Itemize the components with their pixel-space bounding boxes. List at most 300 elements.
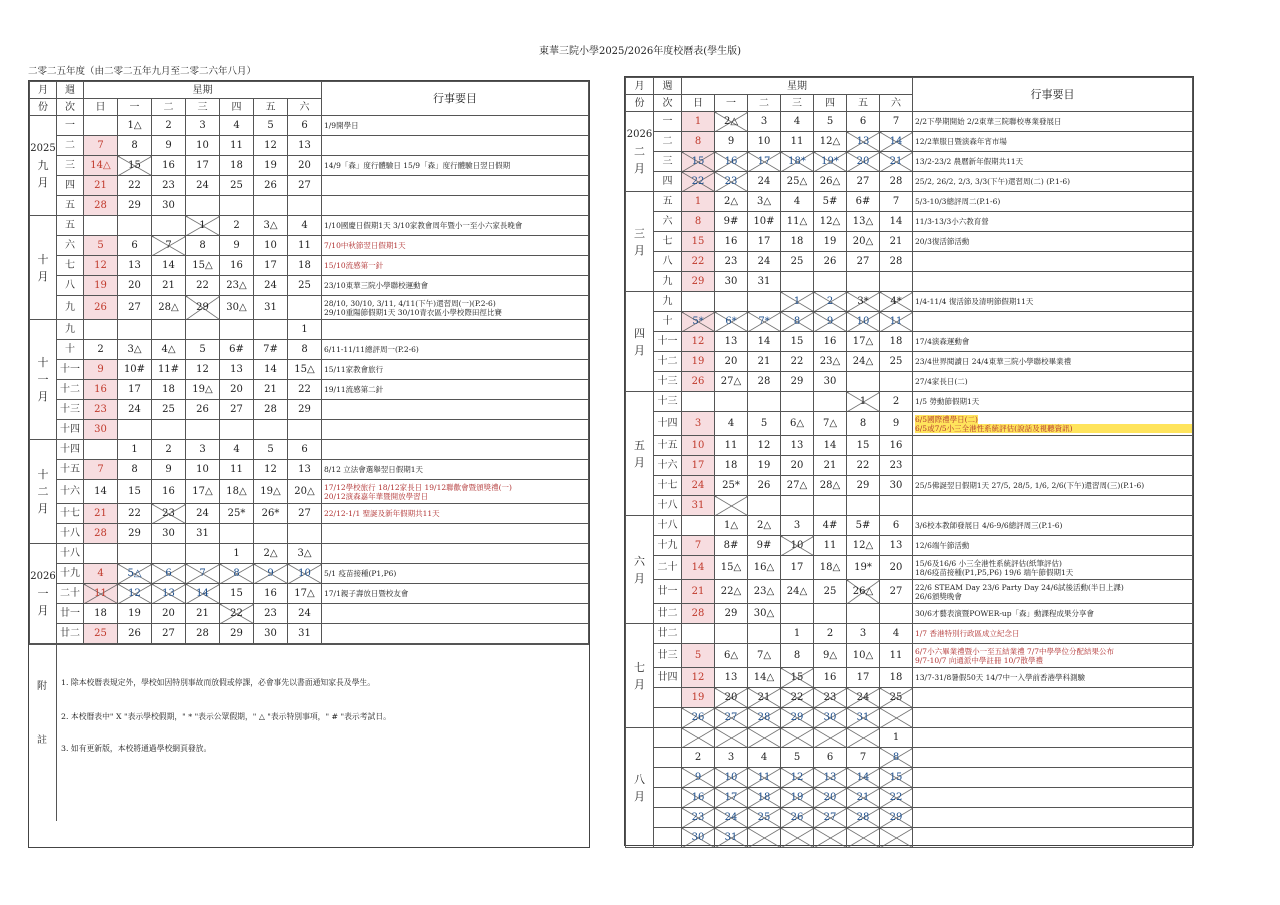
page-title: 東華三院小學2025/2026年度校曆表(學生版) [538, 46, 742, 57]
day-cell: 4# [814, 516, 847, 536]
week-row [30, 564, 589, 584]
event-cell [913, 536, 1193, 556]
week-number: 十四 [57, 440, 84, 460]
day-cell: 20 [880, 556, 913, 580]
month-label-char: 月 [37, 502, 49, 515]
week-row [30, 296, 589, 320]
event-cell [913, 808, 1193, 828]
weekday-header: 六 [880, 95, 913, 112]
event-cell [322, 136, 589, 156]
day-cell: 17 [186, 156, 220, 176]
day-cell [748, 292, 781, 312]
day-cell [220, 320, 254, 340]
day-cell: 7△ [748, 644, 781, 668]
event-cell [913, 708, 1193, 728]
event-line: 1/9開學日 [324, 121, 359, 130]
day-cell: 20 [118, 276, 152, 296]
day-cell: 12 [254, 460, 288, 480]
event-cell [913, 436, 1193, 456]
day-cell: 23 [84, 400, 118, 420]
month-label-char: 五 [634, 438, 645, 452]
day-cell: 19* [847, 556, 880, 580]
day-cell [84, 116, 118, 136]
month-label-char: 2025 [30, 143, 56, 154]
event-line: 22/6 STEAM Day 23/6 Party Day 24/6試後活動(半日上課) [915, 582, 1124, 592]
month-label-char: 月 [634, 343, 645, 357]
day-cell: 1 [880, 728, 913, 748]
week-row [626, 728, 1193, 748]
event-cell [322, 216, 589, 236]
day-cell: 1△ [715, 516, 748, 536]
day-cell: 7* [748, 312, 781, 332]
month-label-char: 月 [37, 269, 49, 283]
event-cell [913, 112, 1193, 132]
day-cell: 18△ [814, 556, 847, 580]
month-label [626, 192, 654, 292]
week-row [30, 524, 589, 544]
week-row [30, 380, 589, 400]
week-row [30, 256, 589, 276]
day-cell: 18 [880, 668, 913, 688]
day-cell: 1 [220, 544, 254, 564]
day-cell: 30 [682, 828, 715, 848]
note-item: 2. 本校曆表中" X "表示學校假期，" * "表示公眾假期，" △ "表示特別事項，" # "表示考試日。 [61, 712, 391, 721]
week-number: 二 [57, 136, 84, 156]
day-cell: 3 [186, 440, 220, 460]
event-line: 25/2, 26/2, 2/3, 3/3(下午)還習周(二) (P.1-6) [915, 177, 1071, 186]
event-cell [913, 252, 1193, 272]
week-number: 十四 [57, 420, 84, 440]
day-cell: 1 [682, 192, 715, 212]
day-cell: 24 [186, 176, 220, 196]
day-cell: 12△ [847, 536, 880, 556]
day-cell: 4* [880, 292, 913, 312]
day-cell: 30△ [748, 604, 781, 624]
event-cell [322, 420, 589, 440]
day-cell: 27 [152, 624, 186, 644]
day-cell [847, 604, 880, 624]
event-cell [322, 564, 589, 584]
week-row [30, 400, 589, 420]
day-cell: 10 [254, 236, 288, 256]
day-cell: 17△ [186, 480, 220, 504]
day-cell: 24△ [781, 580, 814, 604]
day-cell: 21 [880, 232, 913, 252]
day-cell: 18* [781, 152, 814, 172]
day-cell: 23 [814, 688, 847, 708]
day-cell: 3* [847, 292, 880, 312]
day-cell [781, 604, 814, 624]
day-cell: 22 [781, 352, 814, 372]
day-cell: 13 [781, 436, 814, 456]
day-cell: 4 [880, 624, 913, 644]
day-cell: 20 [781, 456, 814, 476]
week-row [626, 312, 1193, 332]
week-number: 廿三 [654, 644, 682, 668]
day-cell: 11 [781, 132, 814, 152]
day-cell: 14 [254, 360, 288, 380]
day-cell: 22 [847, 456, 880, 476]
week-row [626, 272, 1193, 292]
day-cell: 6△ [715, 644, 748, 668]
weekday-header: 二 [152, 99, 186, 116]
day-cell: 15 [847, 436, 880, 456]
day-cell: 29 [118, 196, 152, 216]
week-number: 十八 [57, 544, 84, 564]
week-row [626, 172, 1193, 192]
event-line: 30/6才藝表演暨POWER-up「森」動課程成果分享會 [915, 609, 1095, 618]
day-cell: 25 [880, 352, 913, 372]
day-cell: 11 [880, 312, 913, 332]
weekday-header: 四 [814, 95, 847, 112]
weekday-header: 四 [220, 99, 254, 116]
week-row [30, 440, 589, 460]
calendar-table-right [625, 77, 1193, 848]
event-cell [913, 412, 1193, 436]
day-cell [118, 544, 152, 564]
day-cell [814, 272, 847, 292]
day-cell: 11 [715, 436, 748, 456]
calendar-table-left [29, 81, 589, 644]
weekday-header: 日 [682, 95, 715, 112]
event-cell [322, 624, 589, 644]
day-cell: 1 [186, 216, 220, 236]
day-cell: 24 [748, 172, 781, 192]
week-number: 十六 [654, 456, 682, 476]
day-cell: 19 [254, 156, 288, 176]
event-line: 7/10中秋節翌日假期1天 [324, 241, 406, 250]
week-number: 廿二 [654, 624, 682, 644]
day-cell: 27 [814, 808, 847, 828]
event-cell [322, 340, 589, 360]
day-cell: 23 [715, 252, 748, 272]
day-cell: 23 [152, 504, 186, 524]
calendar-panel-left [28, 80, 590, 848]
day-cell: 22 [220, 604, 254, 624]
day-cell: 3 [781, 516, 814, 536]
day-cell: 25△ [781, 172, 814, 192]
day-cell [715, 496, 748, 516]
month-label [30, 116, 57, 216]
day-cell: 13 [288, 136, 322, 156]
day-cell: 18△ [220, 480, 254, 504]
day-cell [254, 320, 288, 340]
week-row [626, 536, 1193, 556]
week-number: 十五 [57, 460, 84, 480]
day-cell: 27 [118, 296, 152, 320]
event-cell [322, 116, 589, 136]
day-cell: 28 [847, 808, 880, 828]
day-cell: 5# [814, 192, 847, 212]
day-cell: 19 [781, 788, 814, 808]
week-number: 十二 [57, 380, 84, 400]
day-cell [682, 728, 715, 748]
day-cell: 3 [748, 112, 781, 132]
header-week: 週 [654, 78, 682, 95]
day-cell: 31 [748, 272, 781, 292]
day-cell: 7 [186, 564, 220, 584]
day-cell: 29 [847, 476, 880, 496]
week-row [626, 708, 1193, 728]
day-cell: 28 [880, 172, 913, 192]
day-cell: 14△ [748, 668, 781, 688]
day-cell: 26△ [847, 580, 880, 604]
event-cell [913, 768, 1193, 788]
day-cell: 14 [748, 332, 781, 352]
day-cell: 3 [715, 748, 748, 768]
event-line: 17/1親子壽放日暨校友會 [324, 589, 409, 598]
month-label-char: 月 [634, 243, 645, 257]
week-number [654, 788, 682, 808]
day-cell: 2 [84, 340, 118, 360]
week-number: 六 [57, 236, 84, 256]
event-line: 20/3復活節活動 [915, 237, 970, 246]
day-cell: 16 [220, 256, 254, 276]
month-label-char: 八 [634, 772, 645, 786]
day-cell [254, 196, 288, 216]
day-cell [682, 624, 715, 644]
day-cell: 16 [152, 156, 186, 176]
event-cell [322, 320, 589, 340]
week-row [626, 496, 1193, 516]
day-cell: 4 [220, 440, 254, 460]
day-cell: 29 [715, 604, 748, 624]
week-row [30, 276, 589, 296]
day-cell: 8 [118, 460, 152, 480]
day-cell: 4 [220, 116, 254, 136]
month-label-char: 六 [634, 554, 645, 568]
event-line: 11/3-13/3小六教育營 [915, 217, 989, 226]
day-cell: 6△ [781, 412, 814, 436]
week-row [626, 808, 1193, 828]
day-cell: 29 [880, 808, 913, 828]
day-cell: 8 [781, 312, 814, 332]
day-cell: 5 [254, 440, 288, 460]
day-cell: 5# [847, 516, 880, 536]
week-number: 四 [57, 176, 84, 196]
week-number: 四 [654, 172, 682, 192]
week-row [626, 644, 1193, 668]
day-cell: 11 [220, 136, 254, 156]
week-number [654, 768, 682, 788]
day-cell: 7 [84, 136, 118, 156]
day-cell: 18 [880, 332, 913, 352]
day-cell [682, 516, 715, 536]
week-number [654, 708, 682, 728]
event-cell [913, 292, 1193, 312]
notes-label-char: 註 [37, 735, 47, 746]
day-cell: 19 [748, 456, 781, 476]
day-cell: 3 [186, 116, 220, 136]
header-month: 月 [30, 82, 57, 99]
event-cell [322, 236, 589, 256]
day-cell: 4 [715, 412, 748, 436]
day-cell: 5 [814, 112, 847, 132]
weekday-header: 一 [118, 99, 152, 116]
week-row [626, 392, 1193, 412]
week-number: 九 [57, 296, 84, 320]
week-row [626, 456, 1193, 476]
week-row [30, 176, 589, 196]
week-number: 五 [654, 192, 682, 212]
day-cell: 17 [847, 668, 880, 688]
day-cell: 5 [748, 412, 781, 436]
event-cell [913, 352, 1193, 372]
week-number: 七 [654, 232, 682, 252]
day-cell: 30 [814, 372, 847, 392]
day-cell: 13 [715, 668, 748, 688]
week-row [30, 460, 589, 480]
event-cell [913, 828, 1193, 848]
day-cell: 9 [715, 132, 748, 152]
week-row [626, 668, 1193, 688]
header-month: 月 [626, 78, 654, 95]
day-cell: 22 [288, 380, 322, 400]
day-cell: 2 [682, 748, 715, 768]
event-cell [913, 312, 1193, 332]
month-label-char: 月 [37, 390, 49, 403]
day-cell: 13 [715, 332, 748, 352]
header-fen: 份 [30, 99, 57, 116]
day-cell: 23△ [814, 352, 847, 372]
event-line: 5/1 疫苗接種(P1,P6) [324, 569, 397, 578]
week-number: 十九 [57, 564, 84, 584]
day-cell [84, 440, 118, 460]
event-line: 1/4-11/4 復活節及清明節假期11天 [915, 297, 1034, 306]
day-cell [118, 320, 152, 340]
day-cell: 24 [288, 604, 322, 624]
event-line: 20/12演森嘉年華暨開放學習日 [324, 491, 429, 501]
day-cell: 22 [682, 172, 715, 192]
day-cell: 22 [118, 504, 152, 524]
day-cell: 4 [781, 112, 814, 132]
day-cell: 28 [254, 400, 288, 420]
event-line: 17/4演森運動會 [915, 337, 970, 346]
event-cell [913, 580, 1193, 604]
day-cell: 3 [682, 412, 715, 436]
day-cell: 26* [254, 504, 288, 524]
day-cell [880, 708, 913, 728]
day-cell: 9# [748, 536, 781, 556]
day-cell: 28 [748, 708, 781, 728]
day-cell: 21 [152, 276, 186, 296]
day-cell: 9 [152, 460, 186, 480]
week-number: 十八 [57, 524, 84, 544]
day-cell: 27 [288, 176, 322, 196]
week-number: 十 [57, 340, 84, 360]
day-cell: 5 [254, 116, 288, 136]
event-cell [322, 196, 589, 216]
week-number: 五 [57, 216, 84, 236]
day-cell: 14 [814, 436, 847, 456]
day-cell: 6 [288, 440, 322, 460]
day-cell: 2△ [748, 516, 781, 536]
day-cell: 24 [748, 252, 781, 272]
event-cell [913, 332, 1193, 352]
weekday-header: 一 [715, 95, 748, 112]
week-row [30, 480, 589, 504]
event-line: 3/6校本教師發展日 4/6-9/6總評周三(P.1-6) [915, 521, 1063, 530]
day-cell: 9 [682, 768, 715, 788]
day-cell: 24△ [847, 352, 880, 372]
day-cell: 30 [152, 196, 186, 216]
day-cell: 29 [682, 272, 715, 292]
day-cell: 23 [152, 176, 186, 196]
event-cell [913, 232, 1193, 252]
event-line: 1/5 勞動節假期1天 [915, 397, 980, 406]
event-line: 19/11流感第二針 [324, 385, 384, 394]
event-cell [322, 604, 589, 624]
day-cell: 12 [84, 256, 118, 276]
week-row [30, 236, 589, 256]
week-row [30, 360, 589, 380]
day-cell: 26 [781, 808, 814, 828]
event-line: 22/12-1/1 聖誕及新年假期共11天 [324, 509, 440, 518]
event-cell [322, 156, 589, 176]
day-cell: 14 [152, 256, 186, 276]
week-number: 廿一 [57, 604, 84, 624]
month-label-char: 2026 [626, 129, 653, 140]
day-cell: 31 [288, 624, 322, 644]
day-cell: 4 [781, 192, 814, 212]
day-cell: 8# [715, 536, 748, 556]
day-cell: 15 [781, 668, 814, 688]
week-number: 十二 [654, 352, 682, 372]
day-cell: 16 [880, 436, 913, 456]
day-cell: 15△ [186, 256, 220, 276]
weekday-header: 二 [748, 95, 781, 112]
notes-label-char: 附 [37, 681, 47, 692]
day-cell: 13△ [847, 212, 880, 232]
day-cell: 18 [781, 232, 814, 252]
month-label [30, 320, 57, 440]
event-line: 1/7 香港特別行政區成立紀念日 [915, 629, 1020, 638]
month-label-char: 月 [634, 677, 645, 691]
week-number: 廿二 [654, 604, 682, 624]
month-label-char: 月 [634, 162, 645, 175]
day-cell: 9 [220, 236, 254, 256]
month-label-char: 七 [634, 660, 645, 674]
day-cell: 28 [682, 604, 715, 624]
event-cell [322, 360, 589, 380]
day-cell: 14 [880, 132, 913, 152]
day-cell: 11 [288, 236, 322, 256]
day-cell: 31 [682, 496, 715, 516]
day-cell: 9 [254, 564, 288, 584]
week-row [30, 136, 589, 156]
day-cell: 17△ [847, 332, 880, 352]
day-cell: 21 [254, 380, 288, 400]
header-events: 行事要目 [322, 82, 589, 116]
day-cell [186, 320, 220, 340]
month-label-char: 月 [634, 789, 645, 803]
day-cell: 18 [84, 604, 118, 624]
day-cell: 20 [715, 352, 748, 372]
week-number: 廿二 [57, 624, 84, 644]
day-cell: 17△ [288, 584, 322, 604]
day-cell: 29 [220, 624, 254, 644]
week-number: 三 [57, 156, 84, 176]
week-row [626, 352, 1193, 372]
day-cell [880, 604, 913, 624]
event-line: 23/10東華三院小學聯校運動會 [324, 281, 429, 290]
day-cell: 5△ [118, 564, 152, 584]
note-item: 1. 除本校曆表規定外，學校如因特別事故而放假或停課，必會事先以書面通知家長及學生。 [61, 678, 375, 687]
event-cell [913, 668, 1193, 688]
day-cell [186, 420, 220, 440]
day-cell: 1△ [118, 116, 152, 136]
day-cell: 25 [84, 624, 118, 644]
